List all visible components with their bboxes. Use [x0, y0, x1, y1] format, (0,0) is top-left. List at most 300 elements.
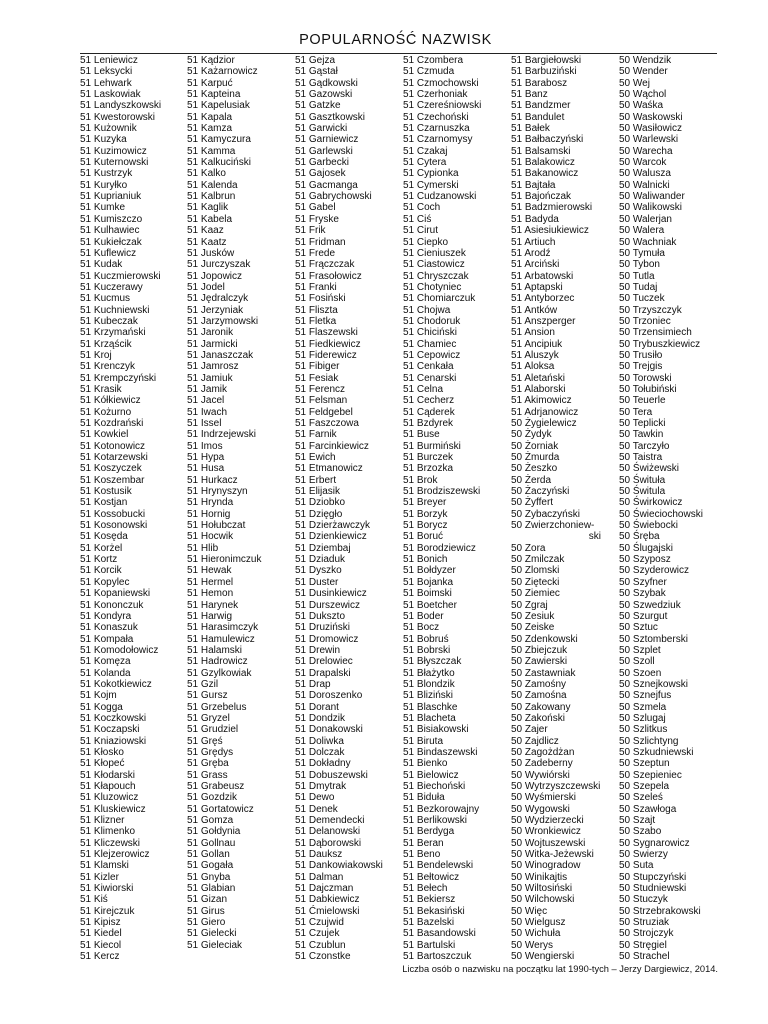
surname-entry: 50 Szepela — [619, 781, 670, 792]
surname-entry: 51 Kółkiewicz — [80, 395, 141, 407]
surname-entry: 51 Celna — [403, 383, 444, 395]
surname-entry: 51 Bandulet — [511, 111, 565, 123]
surname-entry: 51 Girus — [187, 905, 225, 917]
surname-entry: 51 Kuzimowicz — [80, 145, 147, 157]
surname-entry: 51 Kłopeć — [80, 758, 125, 770]
surname-entry: 51 Bakanowicz — [511, 168, 579, 180]
surname-entry: 51 Glabian — [187, 883, 236, 895]
surname-entry: 51 Gollan — [187, 849, 230, 861]
surname-entry: 51 Bazelski — [403, 917, 455, 929]
surname-entry: 51 Kiś — [80, 894, 108, 906]
surname-entry: 51 Issel — [187, 418, 222, 429]
surname-entry: 51 Kapteina — [187, 89, 241, 101]
surname-entry: 51 Bajtała — [511, 179, 556, 191]
surname-entry: 51 Brzozka — [403, 463, 454, 475]
footer-caption: Liczba osób o nazwisku na początku lat 1990-tych – Jerzy Dargiewicz, 2014. — [402, 964, 718, 974]
surname-entry: 50 Zamośna — [511, 690, 567, 702]
surname-entry: 51 Faszczowa — [295, 418, 359, 429]
surname-entry: 51 Kercz — [80, 951, 120, 963]
surname-entry: 50 Żydyk — [511, 429, 552, 441]
surname-entry: 51 Artiuch — [511, 236, 556, 248]
surname-entry: 51 Garlewski — [295, 145, 353, 157]
surname-entry: 50 Szoll — [619, 656, 655, 668]
surname-entry: 51 Kojm — [80, 690, 117, 702]
surname-entry: 50 Żorniak — [511, 440, 559, 452]
surname-entry: 50 Świżewski — [619, 463, 680, 475]
surname-entry: 51 Komodołowicz — [80, 644, 159, 656]
surname-entry: 51 Gręba — [187, 758, 229, 770]
surname-entry: 50 Trusiło — [619, 349, 663, 361]
surname-entry: 51 Kuzyka — [80, 134, 127, 146]
title-divider — [80, 53, 717, 54]
surname-entry: 51 Elijasik — [295, 486, 341, 498]
surname-entry: 51 Coch — [403, 202, 441, 214]
surname-entry: 51 Kumiszczo — [80, 213, 143, 225]
surname-entry: 50 Szabo — [619, 826, 662, 838]
surname-entry: 51 Gzil — [187, 678, 219, 690]
surname-entry: 50 Szepieniec — [619, 769, 682, 781]
surname-entry: 51 Kogga — [80, 701, 123, 713]
surname-entry: 51 Dankowiakowski — [295, 860, 383, 872]
surname-entry: 50 Warcok — [619, 157, 667, 169]
surname-entry: 50 Walnicki — [619, 179, 670, 191]
surname-entry: 51 Badyda — [511, 213, 559, 225]
surname-entry: 51 Chotyniec — [403, 281, 462, 293]
surname-entry: 51 Jarzymowski — [187, 315, 259, 327]
surname-entry: 51 Buse — [403, 429, 440, 441]
surname-entry: 50 Szlichtyng — [619, 735, 679, 747]
surname-entry: 51 Boruć — [403, 531, 444, 543]
surname-entry: 51 Kamma — [187, 145, 236, 157]
surname-entry: 50 Wywiórski — [511, 769, 570, 781]
surname-entry: 51 Kosonowski — [80, 520, 148, 532]
surname-entry: 51 Kuprianiuk — [80, 191, 142, 203]
surname-entry: 51 Kalenda — [187, 179, 238, 191]
surname-entry: 51 Dukszto — [295, 610, 346, 622]
surname-entry: 50 Zbiejczuk — [511, 644, 568, 656]
surname-entry: 51 Kostjan — [80, 497, 128, 509]
surname-entry: 51 Kaaz — [187, 225, 224, 237]
surname-entry: 51 Bekiersz — [403, 894, 456, 906]
surname-entry: 51 Frede — [295, 247, 336, 259]
surname-entry: 51 Ancipiuk — [511, 338, 563, 350]
surname-entry: 51 Fridman — [295, 236, 346, 248]
surname-entry: 51 Fibiger — [295, 361, 340, 373]
surname-entry: 51 Erbert — [295, 474, 337, 486]
surname-entry: 51 Grabeusz — [187, 781, 245, 792]
surname-entry: 51 Cymerski — [403, 179, 459, 191]
surname-entry: 51 Kaatz — [187, 236, 227, 248]
surname-entry: 51 Imos — [187, 440, 223, 452]
surname-entry: 51 Bzdyrek — [403, 418, 454, 429]
surname-entry: 51 Korcik — [80, 565, 122, 577]
surname-entry: 51 Indrzejewski — [187, 429, 256, 441]
surname-entry: 51 Kosęda — [80, 531, 128, 543]
surname-entry: 51 Balakowicz — [511, 157, 575, 169]
surname-entry: 51 Frasołowicz — [295, 270, 362, 282]
surname-entry: 50 Sztuc — [619, 622, 658, 634]
surname-entry: 50 Trybuszkiewicz — [619, 338, 701, 350]
surname-entry: 51 Frik — [295, 225, 326, 237]
surname-entry: 51 Bliziński — [403, 690, 454, 702]
surname-entry: 51 Hrynda — [187, 497, 234, 509]
surname-entry: 50 Szybak — [619, 588, 666, 600]
surname-entry: 50 Żerda — [511, 474, 552, 486]
surname-entry: 50 Wielgusz — [511, 917, 566, 929]
surname-entry: 51 Aloksa — [511, 361, 555, 373]
surname-entry: 51 Flaszewski — [295, 327, 358, 339]
surname-entry: 51 Gabel — [295, 202, 336, 214]
surname-entry: 50 Zgraj — [511, 599, 548, 611]
surname-entry: 51 Etmanowicz — [295, 463, 363, 475]
surname-entry: 50 Trejgis — [619, 361, 663, 373]
surname-entry: 51 Gołdynia — [187, 826, 241, 838]
surname-entry: 51 Jodel — [187, 281, 225, 293]
surname-entry: 50 Walera — [619, 225, 665, 237]
surname-entry: 51 Dalman — [295, 871, 344, 883]
surname-entry: 51 Badzmierowski — [511, 202, 593, 214]
surname-entry: 50 Strachel — [619, 951, 670, 963]
surname-entry: 50 Struziak — [619, 917, 670, 929]
surname-entry: 51 Doliwka — [295, 735, 344, 747]
surname-entry: 50 Wendzik — [619, 55, 672, 66]
surname-entry: 51 Konaszuk — [80, 622, 138, 634]
surname-entry: 51 Harasimczyk — [187, 622, 259, 634]
surname-entry: 51 Fesiak — [295, 372, 339, 384]
surname-entry: 51 Arodź — [511, 247, 551, 259]
surname-entry: 51 Denek — [295, 803, 338, 815]
surname-entry: 51 Borodziewicz — [403, 542, 476, 554]
surname-entry: 51 Bekasiński — [403, 905, 465, 917]
surname-entry: 50 Tudaj — [619, 281, 658, 293]
surname-entry: 51 Borzyk — [403, 508, 448, 520]
surname-entry: 50 Zastawniak — [511, 667, 576, 679]
surname-entry: 51 Kniaziowski — [80, 735, 147, 747]
surname-entry: 50 Waskowski — [619, 111, 683, 123]
surname-entry: 51 Cirut — [403, 225, 439, 237]
surname-entry: 51 Kłosko — [80, 746, 124, 758]
surname-entry: 51 Grędys — [187, 746, 234, 758]
surname-entry: 51 Czmochowski — [403, 77, 479, 89]
surname-entry: 51 Kroj — [80, 349, 112, 361]
surname-entry: 51 Fliszta — [295, 304, 338, 316]
surname-entry: 50 Zamośny — [511, 678, 567, 690]
surname-entry: 51 Grass — [187, 769, 228, 781]
surname-entry: 51 Kotarzewski — [80, 452, 148, 464]
surname-entry: 51 Kolanda — [80, 667, 131, 679]
surname-entry: 51 Demendecki — [295, 815, 365, 827]
surname-entry: 51 Gollnau — [187, 837, 236, 849]
surname-entry: 51 Kiwiorski — [80, 883, 134, 895]
surname-entry: 51 Cypionka — [403, 168, 459, 180]
surname-entry: 51 Kostusik — [80, 486, 132, 498]
surname-entry: 51 Dobuszewski — [295, 769, 368, 781]
surname-entry: 51 Gortatowicz — [187, 803, 254, 815]
surname-entry: 51 Kudak — [80, 259, 123, 271]
surname-entry: 51 Durszewicz — [295, 599, 361, 611]
surname-entry: 50 Zeiske — [511, 622, 555, 634]
surname-entry: 51 Gozdzik — [187, 792, 238, 804]
surname-entry: 51 Farnik — [295, 429, 337, 441]
surname-entry: 50 Zajer — [511, 724, 548, 736]
surname-entry: 51 Dabkiewicz — [295, 894, 360, 906]
surname-entry: 51 Kumke — [80, 202, 126, 214]
surname-entry: 51 Czechoński — [403, 111, 469, 123]
surname-entry: 51 Kubeczak — [80, 315, 138, 327]
surname-entry: 50 Wej — [619, 77, 650, 89]
surname-entry: 51 Gatzke — [295, 100, 341, 112]
surname-entry: 51 Kluskiewicz — [80, 803, 146, 815]
surname-entry: 50 Wygowski — [511, 803, 570, 815]
surname-entry: 51 Bołdyzer — [403, 565, 456, 577]
surname-entry: 51 Grzebelus — [187, 701, 247, 713]
surname-entry: 50 Torowski — [619, 372, 672, 384]
surname-entry: 51 Bandzmer — [511, 100, 571, 112]
surname-entry: 51 Hocwik — [187, 531, 234, 543]
surname-entry: 51 Jusków — [187, 247, 235, 259]
surname-entry: 51 Czonstke — [295, 951, 351, 963]
surname-entry: 51 Dyszko — [295, 565, 342, 577]
surname-entry: 51 Komęza — [80, 656, 131, 668]
surname-entry: 51 Felsman — [295, 395, 348, 407]
surname-entry: 51 Aletański — [511, 372, 565, 384]
surname-entry: 51 Gogała — [187, 860, 234, 872]
surname-entry: 50 Winikajtis — [511, 871, 568, 883]
surname-entry: 51 Landyszkowski — [80, 100, 162, 112]
surname-entry: 51 Kossobucki — [80, 508, 146, 520]
surname-entry: 50 Teplicki — [619, 418, 666, 429]
surname-entry: 51 Kłodarski — [80, 769, 136, 781]
surname-entry: 50 Warecha — [619, 145, 673, 157]
surname-entry: 51 Dąborowski — [295, 837, 362, 849]
surname-entry: 50 Żygielewicz — [511, 418, 577, 429]
surname-entry: 51 Kompała — [80, 633, 134, 645]
surname-entry: 51 Gzylkowiak — [187, 667, 252, 679]
surname-entry: 51 Beran — [403, 837, 444, 849]
surname-entry: 50 Świeciochowski — [619, 508, 703, 520]
surname-entry: 51 Kucmus — [80, 293, 131, 305]
surname-entry: 51 Bałbaczyński — [511, 134, 584, 146]
surname-entry: 51 Hieronimczuk — [187, 554, 262, 566]
surname-entry: 50 Zajdlicz — [511, 735, 559, 747]
surname-entry: 51 Kulhawiec — [80, 225, 140, 237]
surname-entry: 51 Burmiński — [403, 440, 461, 452]
surname-entry: 51 Brodziszewski — [403, 486, 481, 498]
surname-entry: 51 Jopowicz — [187, 270, 243, 282]
surname-entry: 50 Szeptun — [619, 758, 670, 770]
surname-entry: 50 Zakoński — [511, 712, 565, 724]
surname-entry: 50 Zybaczyński — [511, 508, 580, 520]
surname-entry: 51 Ciś — [403, 213, 432, 225]
surname-entry: 51 Biechoński — [403, 781, 466, 792]
surname-entry: 51 Harynek — [187, 599, 239, 611]
surname-entry: 51 Cecherz — [403, 395, 455, 407]
surname-entry: 50 Witka-Jeżewski — [511, 849, 594, 861]
surname-entry: 50 Szyposz — [619, 554, 671, 566]
surname-entry: 50 Zdenkowski — [511, 633, 578, 645]
surname-entry: 51 Iwach — [187, 406, 228, 418]
surname-entry: 50 Szlugaj — [619, 712, 666, 724]
surname-entry: 51 Barbuziński — [511, 66, 577, 78]
surname-entry: 51 Bajończak — [511, 191, 572, 203]
surname-entry: 50 Sznejkowski — [619, 678, 688, 690]
surname-entry: 50 Ziętecki — [511, 576, 560, 588]
surname-entry: 51 Jamiuk — [187, 372, 233, 384]
surname-entry: 51 Jędralczyk — [187, 293, 249, 305]
surname-entry: 50 Walusza — [619, 168, 671, 180]
surname-entry: 51 Ciepko — [403, 236, 449, 248]
surname-entry: 51 Breyer — [403, 497, 447, 509]
surname-entry: 51 Czereśniowski — [403, 100, 482, 112]
surname-entry: 51 Bojanka — [403, 576, 454, 588]
surname-entry: 51 Kononczuk — [80, 599, 144, 611]
surname-entry: 51 Dolczak — [295, 746, 345, 758]
surname-entry: 51 Farcinkiewicz — [295, 440, 369, 452]
surname-entry: 51 Kortz — [80, 554, 118, 566]
surname-entry: 51 Czakaj — [403, 145, 448, 157]
surname-entry: 50 Szwedziuk — [619, 599, 681, 611]
name-column-5 — [511, 55, 615, 963]
surname-entry: 51 Drewin — [295, 644, 341, 656]
surname-entry: 51 Kapelusiak — [187, 100, 250, 112]
surname-entry: 51 Blaschke — [403, 701, 458, 713]
surname-entry: 51 Koszembar — [80, 474, 145, 486]
surname-entry: 51 Bartoszczuk — [403, 951, 472, 963]
surname-entry: 50 Tawkin — [619, 429, 664, 441]
surname-entry: 50 Waśka — [619, 100, 664, 112]
surname-entry: 50 Zadeberny — [511, 758, 573, 770]
surname-entry: 51 Błyszczak — [403, 656, 462, 668]
surname-entry: 51 Kwestorowski — [80, 111, 156, 123]
surname-entry: 51 Garniewicz — [295, 134, 359, 146]
surname-entry: 51 Czarnuszka — [403, 123, 470, 135]
surname-entry: 51 Jurczyszak — [187, 259, 251, 271]
surname-entry: 51 Blacheta — [403, 712, 456, 724]
surname-entry: 51 Kopaniewski — [80, 588, 151, 600]
surname-entry: 51 Arciński — [511, 259, 560, 271]
surname-entry: 51 Laskowiak — [80, 89, 141, 101]
page-title: POPULARNOŚĆ NAZWISK — [299, 32, 492, 48]
surname-entry: 51 Hamulewicz — [187, 633, 255, 645]
surname-entry: 51 Kuflewicz — [80, 247, 137, 259]
surname-entry: 51 Giero — [187, 917, 226, 929]
surname-entry: 51 Cudzanowski — [403, 191, 477, 203]
surname-entry: 50 Tuczek — [619, 293, 665, 305]
surname-entry: 50 Strojczyk — [619, 928, 674, 940]
surname-entry: 50 Wyśmierski — [511, 792, 576, 804]
surname-entry: 51 Bonich — [403, 554, 448, 566]
surname-entry: 51 Hemon — [187, 588, 234, 600]
surname-entry: 51 Bargiełowski — [511, 55, 582, 66]
surname-entry: 51 Dziaduk — [295, 554, 346, 566]
surname-entry: 51 Aptapski — [511, 281, 563, 293]
surname-entry: 51 Chamiec — [403, 338, 457, 350]
surname-entry: 51 Feldgebel — [295, 406, 353, 418]
surname-entry: 51 Czombera — [403, 55, 464, 66]
surname-entry: 51 Drelowiec — [295, 656, 353, 668]
surname-entry: 51 Kalbrun — [187, 191, 236, 203]
surname-entry: 51 Kądzior — [187, 55, 235, 66]
surname-entry: 51 Biduła — [403, 792, 445, 804]
surname-entry: 50 Studniewski — [619, 883, 687, 895]
name-column-6 — [619, 55, 723, 963]
surname-entry: 50 Zlomski — [511, 565, 560, 577]
surname-entry: 51 Lehwark — [80, 77, 132, 89]
name-column-3 — [295, 55, 399, 963]
surname-entry: 51 Gądkowski — [295, 77, 358, 89]
surname-entry: 50 Świebocki — [619, 520, 678, 532]
surname-entry: 51 Kliczewski — [80, 837, 141, 849]
surname-entry: 50 Szkudniewski — [619, 746, 694, 758]
surname-entry: 50 Strzebrakowski — [619, 905, 701, 917]
surname-entry: 51 Błażytko — [403, 667, 455, 679]
surname-entry: 51 Franki — [295, 281, 337, 293]
surname-entry: 51 Gieleciak — [187, 939, 243, 951]
surname-entry: 51 Gejza — [295, 55, 336, 66]
surname-entry: 51 Jaronik — [187, 327, 234, 339]
surname-entry: 51 Kapala — [187, 111, 233, 123]
surname-entry: 51 Donakowski — [295, 724, 363, 736]
surname-entry: 50 Wichuła — [511, 928, 561, 940]
surname-entry: 50 Wytrzyszczewski — [511, 781, 601, 792]
surname-entry: 51 Kuczmierowski — [80, 270, 161, 282]
surname-entry: 51 Gąstał — [295, 66, 338, 78]
surname-entry: 51 Hadrowicz — [187, 656, 248, 668]
surname-entry: 51 Kustrzyk — [80, 168, 133, 180]
surname-entry: 51 Dzierżawczyk — [295, 520, 371, 532]
surname-entry: 51 Basandowski — [403, 928, 476, 940]
surname-entry: 51 Hypa — [187, 452, 225, 464]
surname-entry: 50 Zakowany — [511, 701, 571, 713]
surname-entry: 51 Gielecki — [187, 928, 237, 940]
surname-entry: 50 Waliwander — [619, 191, 685, 203]
surname-entry: 50 Tołubiński — [619, 383, 677, 395]
surname-entry: 51 Klizner — [80, 815, 125, 827]
surname-entry: 51 Dromowicz — [295, 633, 359, 645]
surname-entry: 51 Kabela — [187, 213, 233, 225]
surname-entry: 51 Frączczak — [295, 259, 355, 271]
surname-entry: 50 Wachniak — [619, 236, 677, 248]
surname-entry: 51 Gręś — [187, 735, 223, 747]
surname-entry: 51 Chojwa — [403, 304, 451, 316]
surname-entry: 51 Kuchniewski — [80, 304, 150, 316]
surname-entry: 51 Fiedkiewicz — [295, 338, 361, 350]
surname-entry: 50 Szurgut — [619, 610, 668, 622]
surname-entry: 51 Hornig — [187, 508, 231, 520]
surname-entry: 51 Banz — [511, 89, 548, 101]
surname-entry: 51 Gryzel — [187, 712, 230, 724]
surname-entry: 51 Aluszyk — [511, 349, 559, 361]
surname-entry: 50 Zagożdżan — [511, 746, 575, 758]
surname-entry: 51 Każarnowicz — [187, 66, 258, 78]
surname-entry: 51 Anszperger — [511, 315, 576, 327]
surname-entry: 51 Cenkała — [403, 361, 454, 373]
surname-entry: 50 Wąchol — [619, 89, 667, 101]
surname-entry: 51 Hlib — [187, 542, 219, 554]
surname-entry: 51 Dauksz — [295, 849, 343, 861]
surname-entry: 51 Cepowicz — [403, 349, 461, 361]
surname-entry: 51 Hewak — [187, 565, 232, 577]
surname-entry: 51 Garbecki — [295, 157, 349, 169]
surname-entry: 51 Janaszczak — [187, 349, 254, 361]
surname-entry: 51 Gursz — [187, 690, 228, 702]
surname-entry: 50 Szoen — [619, 667, 662, 679]
surname-entry: 51 Grudziel — [187, 724, 239, 736]
surname-entry: 51 Gazowski — [295, 89, 353, 101]
surname-entry: 51 Gajosek — [295, 168, 346, 180]
surname-entry: 51 Ewich — [295, 452, 336, 464]
surname-entry: 51 Kiedel — [80, 928, 122, 940]
